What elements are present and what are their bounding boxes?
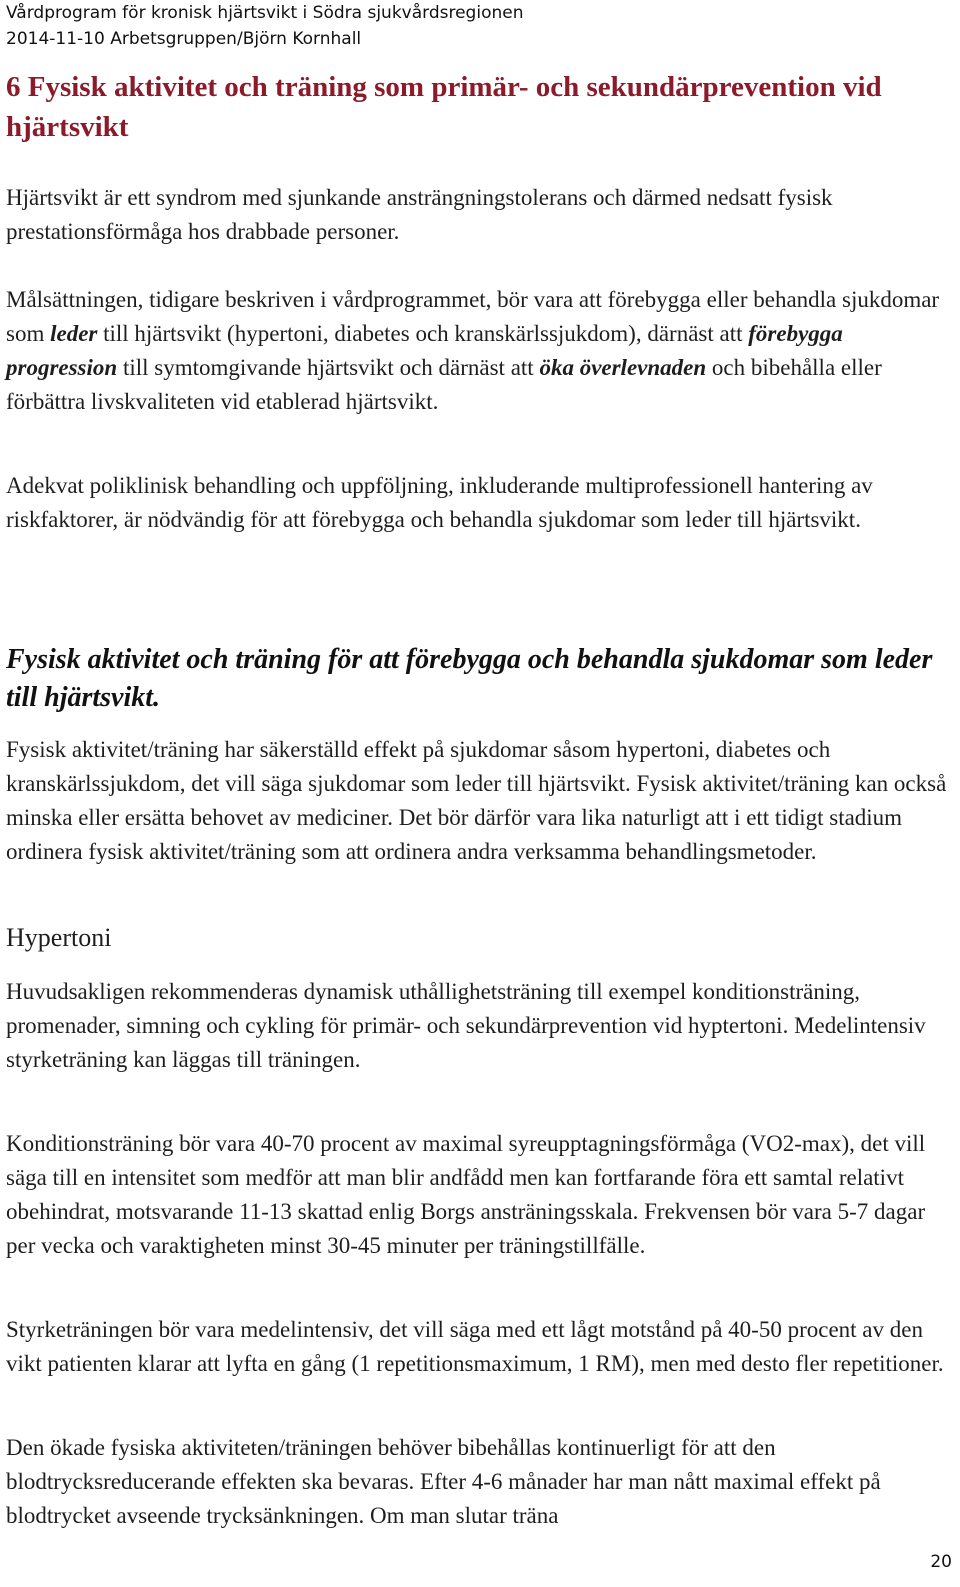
paragraph-conditioning: Konditionsträning bör vara 40-70 procent av maximal syreupptagningsförmåga (VO2-max), det vill säga till en intensitet som medför att man blir andfådd men kan fortfarande föra ett samtal relativt obehindrat, motsvarande 11-13 skattad enlig Borgs ansträningsskala. Frekvensen bör vara 5-7 dagar per vecka och varaktigheten minst 30-45 minuter per träningstillfälle.: [6, 1131, 926, 1258]
emphasis-oka-overlevnaden: öka överlevnaden: [539, 355, 707, 380]
page-header: [6, 0, 523, 52]
text-run: och bibehålla eller förbättra livskvaliteten vid etablerad hjärtsvikt.: [6, 355, 882, 414]
paragraph-maintenance: Den ökade fysiska aktiviteten/träningen behöver bibehållas kontinuerligt för att den blodtrycksreducerande effekten ska bevaras. Efter 4-6 månader har man nått maximal effekt på blodtrycket avseende trycksänkningen. Om man slutar träna: [6, 1435, 881, 1528]
section-heading-hypertoni: Hypertoni: [6, 923, 112, 952]
text-run: Målsättningen, tidigare beskriven i vårdprogrammet, bör vara att förebygga eller behandla sjukdomar som: [6, 287, 940, 346]
paragraph-recommendation: Huvudsakligen rekommenderas dynamisk uthållighetsträning till exempel konditionsträning, promenader, simning och cykling för primär- och sekundärprevention vid hyptertoni. Medelintensiv styrketräning kan läggas till träningen.: [6, 979, 926, 1072]
emphasis-leder: leder: [50, 321, 98, 346]
text-run: till hjärtsvikt (hypertoni, diabetes och kranskärlssjukdom), därnäst att: [97, 321, 749, 346]
header-document-title: Vårdprogram för kronisk hjärtsvikt i Södra sjukvårdsregionen: [6, 3, 524, 23]
paragraph-strength: Styrketräningen bör vara medelintensiv, det vill säga med ett lågt motstånd på 40-50 procent av den vikt patienten klarar att lyfta en gång (1 repetitionsmaximum, 1 RM), men med desto fler repetitioner.: [6, 1317, 944, 1376]
chapter-title: 6 Fysisk aktivitet och träning som primär- och sekundärprevention vid hjärtsvikt: [6, 71, 882, 143]
paragraph-treatment: Adekvat poliklinisk behandling och uppföljning, inkluderande multiprofessionell hantering av riskfaktorer, är nödvändig för att förebygga och behandla sjukdomar som leder till hjärtsvikt.: [6, 473, 873, 532]
emphasis-forebygga-progression: förebygga progression: [6, 321, 843, 380]
page-number: 20: [930, 1552, 952, 1572]
section-subtitle: Fysisk aktivitet och träning för att förebygga och behandla sjukdomar som leder till hjärtsvikt.: [6, 644, 933, 713]
paragraph-intro: Hjärtsvikt är ett syndrom med sjunkande ansträngningstolerans och därmed nedsatt fysisk prestationsförmåga hos drabbade personer.: [6, 185, 833, 244]
paragraph-physical-activity: Fysisk aktivitet/träning har säkerställd effekt på sjukdomar såsom hypertoni, diabetes och kranskärlssjukdom, det vill säga sjukdomar som leder till hjärtsvikt. Fysisk aktivitet/träning kan också minska eller ersätta behovet av mediciner. Det bör därför vara lika naturligt att i ett tidigt stadium ordinera fysisk aktivitet/träning som att ordinera andra verksamma behandlingsmetoder.: [6, 737, 947, 864]
text-run: till symtomgivande hjärtsvikt och därnäst att: [117, 355, 540, 380]
header-date-author: 2014-11-10 Arbetsgruppen/Björn Kornhall: [6, 29, 362, 49]
paragraph-goals: [6, 283, 954, 419]
